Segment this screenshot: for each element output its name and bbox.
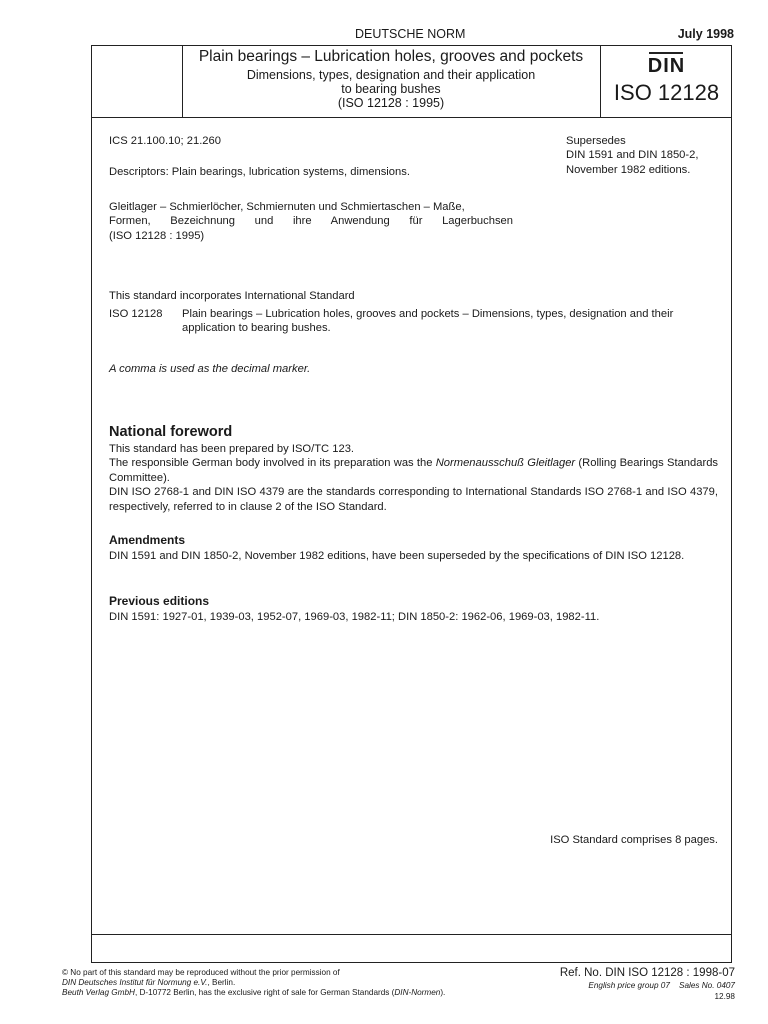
title-block xyxy=(183,48,599,110)
amendments-section xyxy=(109,533,718,563)
din-logo-block xyxy=(601,52,732,106)
incorporates-text: Plain bearings – Lubrication holes, grooves and pockets – Dimensions, types, designation and their application to bearing bushes. xyxy=(182,308,674,335)
ics-code: ICS 21.100.10; 21.260 xyxy=(109,135,221,147)
standard-number: ISO 12128 xyxy=(613,80,720,105)
reference-number: Ref. No. DIN ISO 12128 : 1998-07 xyxy=(559,967,735,979)
german-title-line2: Formen, Bezeichnung und ihre Anwendung für Lagerbuchsen xyxy=(109,215,513,228)
title-divider xyxy=(91,117,732,118)
copyright-line3 xyxy=(62,988,445,998)
page-count-note: ISO Standard comprises 8 pages. xyxy=(550,834,718,846)
footer-divider xyxy=(91,934,732,935)
beuth-verlag-name: Beuth Verlag GmbH xyxy=(62,988,135,997)
foreword-p2-pre: The responsible German body involved in its preparation was the xyxy=(109,457,436,470)
german-title xyxy=(109,200,513,243)
copyright-line2-post: , Berlin. xyxy=(207,978,236,987)
amendments-heading: Amendments xyxy=(109,533,186,547)
publication-date: July 1998 xyxy=(677,27,734,41)
copyright-line3-mid: , D-10772 Berlin, has the exclusive right of sale for German Standards ( xyxy=(134,988,395,997)
previous-editions-text: DIN 1591: 1927-01, 1939-03, 1952-07, 1969-03, 1982-11; DIN 1850-2: 1962-06, 1969-03, 1982-11. xyxy=(109,611,600,623)
incorporates-code: ISO 12128 xyxy=(109,308,163,320)
decimal-marker-note: A comma is used as the decimal marker. xyxy=(109,363,311,375)
incorporates-intro: This standard incorporates International Standard xyxy=(109,290,355,302)
print-code: 12.98 xyxy=(714,992,735,1001)
german-title-line3: (ISO 12128 : 1995) xyxy=(109,229,205,242)
sales-number: Sales No. 0407 xyxy=(679,981,735,990)
document-subtitle-line3: (ISO 12128 : 1995) xyxy=(337,96,445,110)
national-foreword-section xyxy=(109,424,718,514)
previous-editions-heading: Previous editions xyxy=(109,594,210,608)
price-group: English price group 07 xyxy=(588,981,670,990)
document-subtitle-line1: Dimensions, types, designation and their application xyxy=(246,68,536,82)
copyright-line2 xyxy=(62,978,445,988)
copyright-line3-post: ). xyxy=(440,988,446,997)
norm-label: DEUTSCHE NORM xyxy=(355,27,466,41)
supersedes-block xyxy=(566,134,698,177)
din-normen-text: DIN-Normen xyxy=(394,988,441,997)
din-logo xyxy=(648,52,685,78)
copyright-notice xyxy=(62,968,445,998)
supersedes-line3: November 1982 editions. xyxy=(566,163,691,176)
previous-editions-section xyxy=(109,594,718,624)
supersedes-line2: DIN 1591 and DIN 1850-2, xyxy=(566,149,699,162)
supersedes-line1: Supersedes xyxy=(566,135,626,147)
amendments-text: DIN 1591 and DIN 1850-2, November 1982 editions, have been superseded by the specifications of DIN ISO 12128. xyxy=(109,550,685,562)
foreword-paragraph-2 xyxy=(109,456,718,485)
german-title-line1: Gleitlager – Schmierlöcher, Schmiernuten und Schmiertaschen – Maße, xyxy=(109,201,465,213)
foreword-p2-committee: Normenausschuß Gleitlager xyxy=(435,457,576,470)
price-info xyxy=(588,981,735,990)
din-institute-name: DIN Deutsches Institut für Normung e.V. xyxy=(62,978,208,987)
foreword-paragraph-1: This standard has been prepared by ISO/TC 123. xyxy=(109,443,355,455)
copyright-line1: © No part of this standard may be reproduced without the prior permission of xyxy=(62,968,340,977)
document-title: Plain bearings – Lubrication holes, grooves and pockets xyxy=(198,48,584,65)
foreword-p2-post: (Rolling Bearings Standards Committee). xyxy=(109,457,719,484)
din-logo-text: DIN xyxy=(647,55,686,77)
foreword-paragraph-3: DIN ISO 2768-1 and DIN ISO 4379 are the standards corresponding to International Standards ISO 2768-1 and ISO 4379, respectively, referred to in clause 2 of the ISO Standard. xyxy=(109,486,718,513)
document-subtitle-line2: to bearing bushes xyxy=(341,82,441,96)
descriptors: Descriptors: Plain bearings, lubrication systems, dimensions. xyxy=(109,166,410,178)
national-foreword-heading: National foreword xyxy=(109,424,233,440)
